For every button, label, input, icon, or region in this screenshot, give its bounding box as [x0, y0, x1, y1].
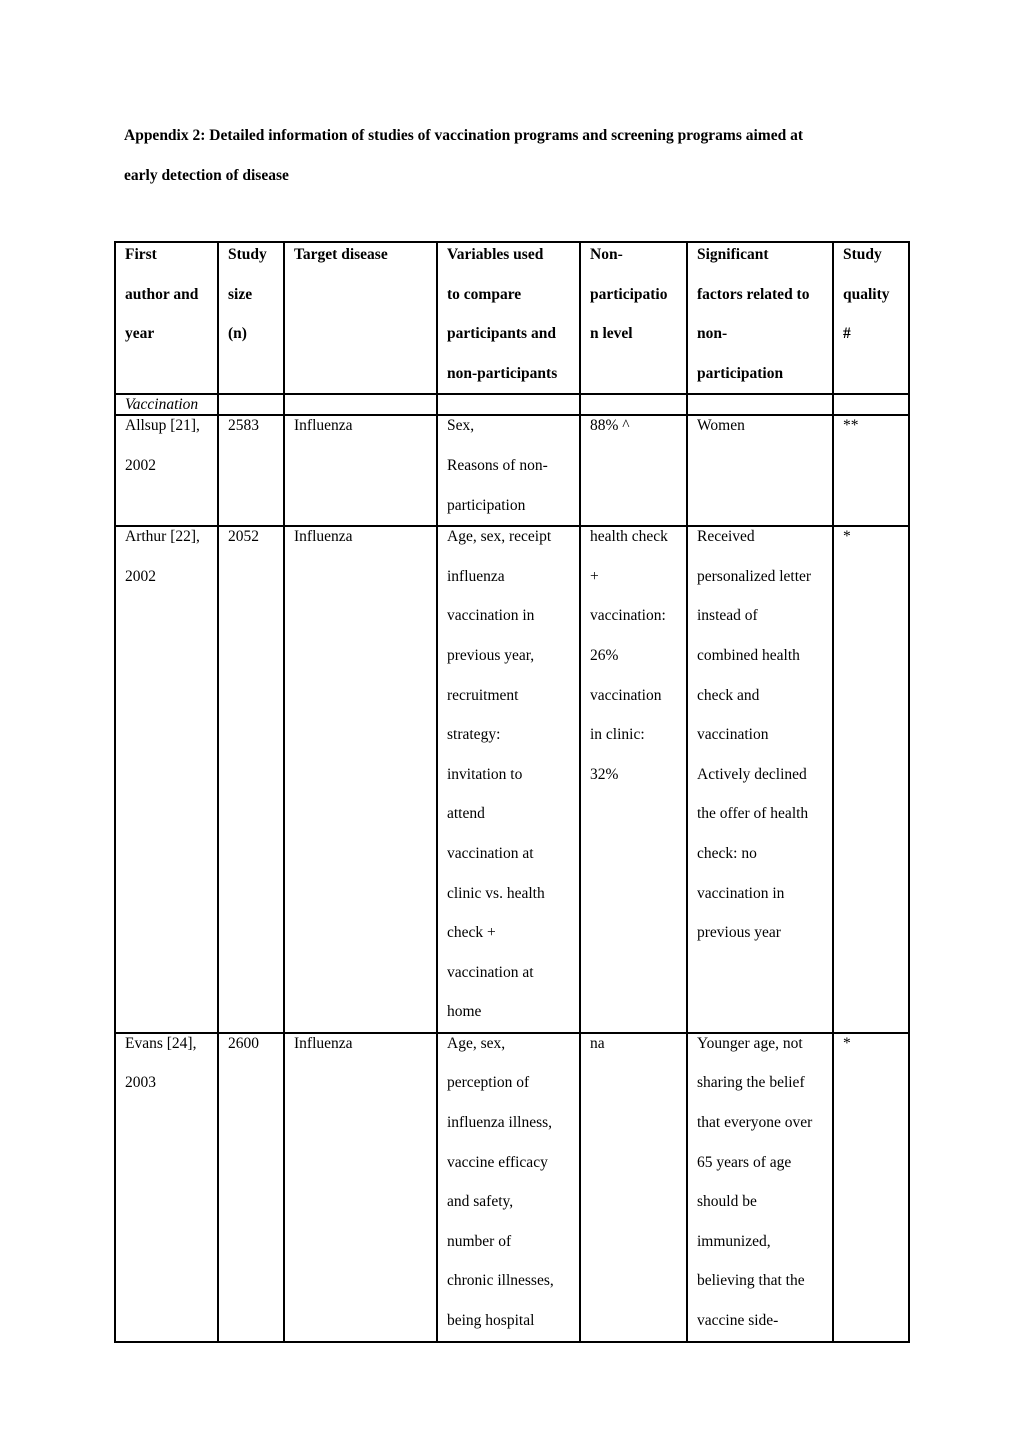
cell-line: Age, sex, receipt — [447, 528, 552, 546]
header-line: n level — [590, 325, 633, 343]
study-size-cell — [218, 526, 284, 1033]
header-line: participation — [697, 364, 784, 382]
study-quality-cell — [833, 1033, 909, 1342]
header-line: Target disease — [294, 246, 388, 263]
title-line-1: Appendix 2: Detailed information of studies of vaccination programs and screening programs aimed at — [124, 127, 803, 144]
header-line: Non- — [590, 246, 623, 263]
cell-line: perception of — [447, 1074, 530, 1092]
section-label-cell — [115, 394, 218, 415]
header-line: participants and — [447, 325, 556, 343]
header-significant-factors — [687, 242, 833, 394]
cell-line: home — [447, 1003, 482, 1021]
study-quality-cell — [833, 415, 909, 526]
cell-line: health check — [590, 528, 668, 546]
study-quality-cell — [833, 526, 909, 1033]
header-line: year — [125, 325, 155, 343]
header-line: size — [228, 285, 253, 303]
cell-line: participation — [447, 496, 526, 514]
header-row — [115, 242, 909, 394]
cell-line: 2052 — [228, 528, 259, 546]
cell-line: 2583 — [228, 417, 259, 435]
cell-line: vaccination — [590, 686, 662, 704]
appendix-title — [124, 116, 914, 196]
study-size-cell — [218, 1033, 284, 1342]
variables-cell — [437, 1033, 580, 1342]
cell-line: Received — [697, 528, 755, 546]
cell-line: 2002 — [125, 567, 156, 585]
cell-line: vaccination: — [590, 607, 666, 625]
cell-line: being hospital — [447, 1312, 535, 1330]
header-line: non- — [697, 325, 728, 343]
empty-cell — [580, 394, 687, 415]
cell-line: previous year — [697, 924, 781, 942]
significant-factors-cell — [687, 415, 833, 526]
cell-line: recruitment — [447, 686, 519, 704]
cell-line: na — [590, 1034, 605, 1052]
empty-cell — [687, 394, 833, 415]
title-line-2: early detection of disease — [124, 167, 289, 184]
author-year-cell — [115, 1033, 218, 1342]
target-disease-cell — [284, 526, 437, 1033]
empty-cell — [437, 394, 580, 415]
cell-line: Reasons of non- — [447, 456, 548, 474]
header-line: Variables used — [447, 246, 544, 263]
studies-table — [114, 241, 910, 1343]
cell-line: vaccine efficacy — [447, 1153, 548, 1171]
header-target-disease — [284, 242, 437, 394]
header-study-quality — [833, 242, 909, 394]
cell-line: Age, sex, — [447, 1034, 506, 1052]
cell-line: 2002 — [125, 456, 156, 474]
cell-line: * — [843, 1034, 851, 1052]
cell-line: instead of — [697, 607, 758, 625]
cell-line: vaccination at — [447, 844, 534, 862]
cell-line: influenza illness, — [447, 1114, 553, 1132]
cell-line: Evans [24], — [125, 1034, 197, 1052]
cell-line: Actively declined — [697, 765, 807, 783]
cell-line: Influenza — [294, 417, 353, 435]
header-line: factors related to — [697, 285, 810, 303]
cell-line: Arthur [22], — [125, 528, 200, 546]
target-disease-cell — [284, 415, 437, 526]
header-line: # — [843, 325, 851, 343]
table-row — [115, 415, 909, 526]
cell-line: combined health — [697, 646, 800, 664]
cell-line: the offer of health — [697, 805, 809, 823]
cell-line: 32% — [590, 765, 619, 783]
cell-line: invitation to — [447, 765, 523, 783]
cell-line: Women — [697, 417, 745, 435]
cell-line: vaccination in — [697, 884, 785, 902]
cell-line: should be — [697, 1193, 757, 1211]
section-row-vaccination — [115, 394, 909, 415]
empty-cell — [284, 394, 437, 415]
cell-line: immunized, — [697, 1232, 771, 1250]
cell-line: Influenza — [294, 1034, 353, 1052]
cell-line: believing that the — [697, 1272, 805, 1290]
header-line: quality — [843, 285, 890, 303]
cell-line: 65 years of age — [697, 1153, 792, 1171]
cell-line: Younger age, not — [697, 1034, 803, 1052]
empty-cell — [833, 394, 909, 415]
header-line: Study — [228, 246, 267, 263]
cell-line: personalized letter — [697, 567, 812, 585]
cell-line: * — [843, 528, 851, 546]
cell-line: check: no — [697, 844, 757, 862]
cell-line: 88% ^ — [590, 417, 630, 435]
cell-line: vaccination in — [447, 607, 535, 625]
cell-line: vaccine side- — [697, 1312, 779, 1330]
header-first-author-year — [115, 242, 218, 394]
cell-line: chronic illnesses, — [447, 1272, 554, 1290]
cell-line: check and — [697, 686, 760, 704]
target-disease-cell — [284, 1033, 437, 1342]
header-line: to compare — [447, 285, 522, 303]
header-study-size — [218, 242, 284, 394]
cell-line: and safety, — [447, 1193, 514, 1211]
variables-cell — [437, 415, 580, 526]
cell-line: 2003 — [125, 1074, 156, 1092]
cell-line: 26% — [590, 646, 619, 664]
cell-line: Influenza — [294, 528, 353, 546]
cell-line: attend — [447, 805, 485, 823]
significant-factors-cell — [687, 526, 833, 1033]
header-non-participation-level — [580, 242, 687, 394]
author-year-cell — [115, 415, 218, 526]
cell-line: clinic vs. health — [447, 884, 545, 902]
cell-line: check + — [447, 924, 496, 942]
cell-line: influenza — [447, 567, 505, 585]
header-line: First — [125, 246, 157, 263]
cell-line: 2600 — [228, 1034, 259, 1052]
cell-line: vaccination — [697, 726, 769, 744]
author-year-cell — [115, 526, 218, 1033]
cell-line: in clinic: — [590, 726, 645, 744]
table-row — [115, 526, 909, 1033]
non-participation-cell — [580, 526, 687, 1033]
variables-cell — [437, 526, 580, 1033]
non-participation-cell — [580, 1033, 687, 1342]
cell-line: sharing the belief — [697, 1074, 805, 1092]
cell-line: strategy: — [447, 726, 501, 744]
header-line: participatio — [590, 285, 668, 303]
cell-line: Allsup [21], — [125, 417, 200, 435]
study-size-cell — [218, 415, 284, 526]
cell-line: number of — [447, 1232, 512, 1250]
cell-line: Sex, — [447, 417, 475, 435]
cell-line: ** — [843, 417, 859, 435]
empty-cell — [218, 394, 284, 415]
section-label: Vaccination — [125, 396, 199, 414]
table-row — [115, 1033, 909, 1342]
non-participation-cell — [580, 415, 687, 526]
header-line: non-participants — [447, 364, 558, 382]
cell-line: + — [590, 567, 599, 585]
header-line: author and — [125, 285, 199, 303]
cell-line: vaccination at — [447, 963, 534, 981]
header-line: (n) — [228, 325, 247, 343]
cell-line: that everyone over — [697, 1114, 813, 1132]
significant-factors-cell — [687, 1033, 833, 1342]
header-line: Study — [843, 246, 882, 263]
cell-line: previous year, — [447, 646, 535, 664]
header-variables — [437, 242, 580, 394]
header-line: Significant — [697, 246, 769, 263]
